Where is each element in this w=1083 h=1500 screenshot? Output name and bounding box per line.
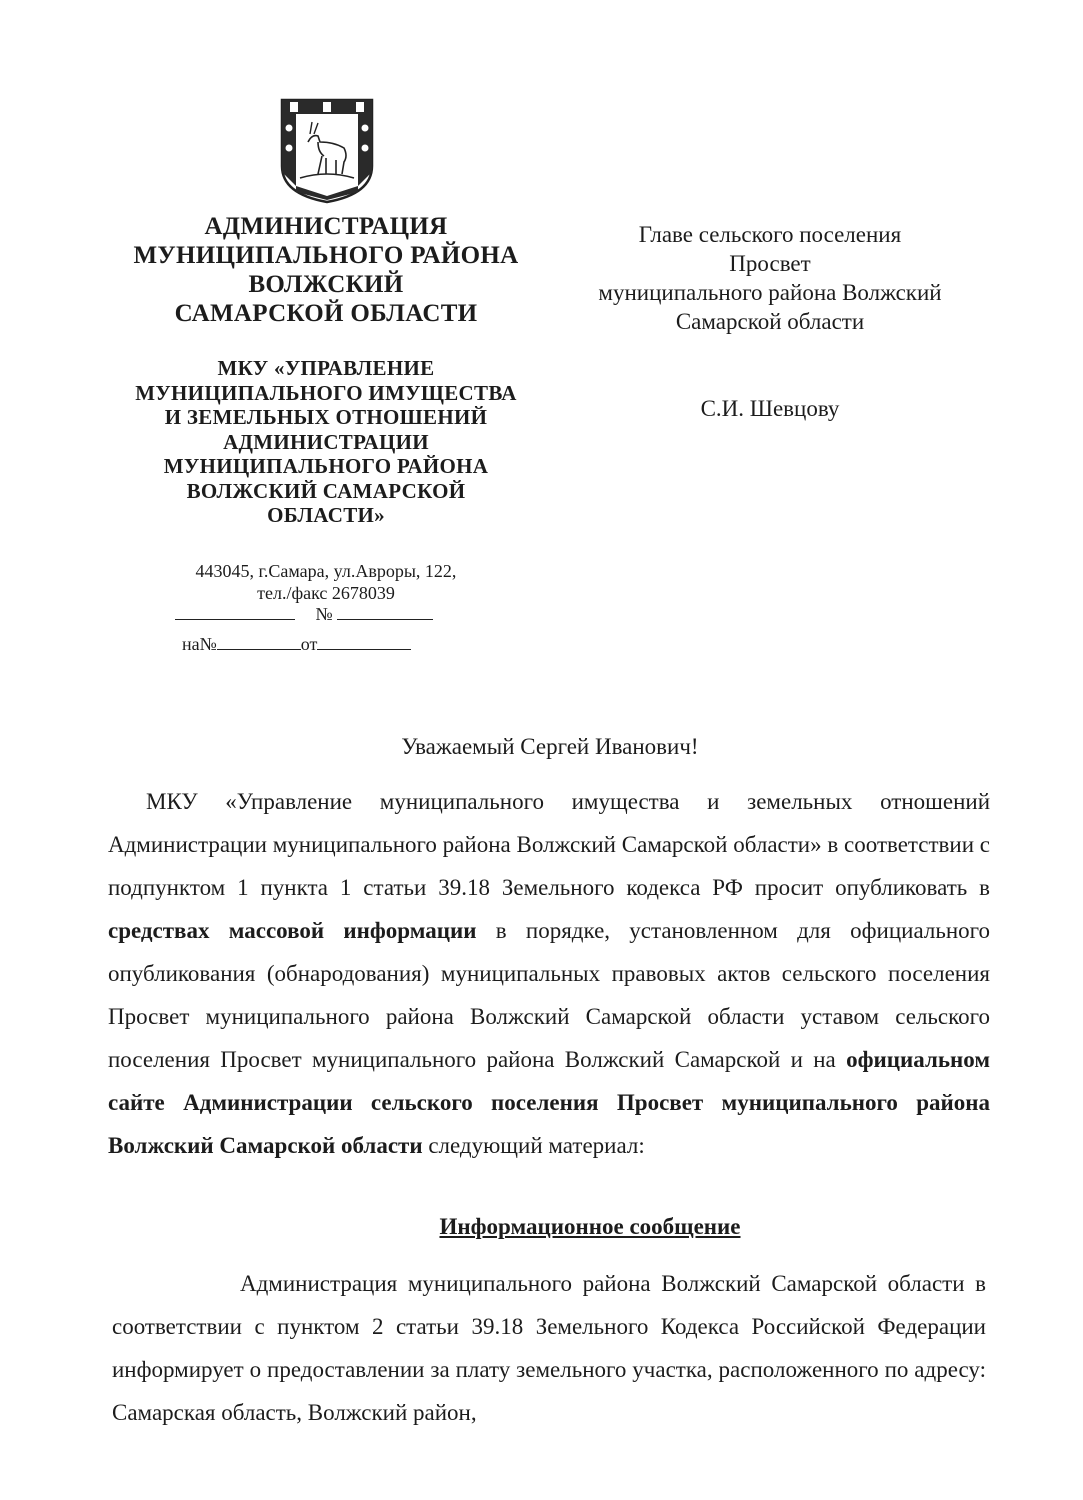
- date-blank: [175, 605, 295, 620]
- recipient-line: Самарской области: [675, 309, 865, 334]
- recipient-name: С.И. Шевцову: [700, 396, 840, 421]
- outgoing-number-line: [175, 604, 455, 625]
- phone-fax-line: тел./факс 2678039: [257, 583, 395, 603]
- dept-title-line: МУНИЦИПАЛЬНОГО РАЙОНА: [163, 454, 489, 478]
- address-line: 443045, г.Самара, ул.Авроры, 122,: [195, 561, 457, 581]
- dept-title-line: МУНИЦИПАЛЬНОГО ИМУЩЕСТВА: [135, 380, 517, 405]
- recipient-line: Просвет: [729, 251, 811, 276]
- coat-of-arms-icon: [278, 96, 376, 204]
- paragraph-text: в порядке, установленном для официального опубликования (обнародования) муниципальных правовых актов сельского поселения Просвет муниципального района Волжский Самарской области уставом сельского поселения Просвет муниципального района Волжский Самарской и на: [108, 918, 990, 1072]
- bold-official-site: официальном сайте Администрации сельского поселения Просвет муниципального района Волжский Самарской области: [108, 1047, 990, 1158]
- incoming-ref-line: [182, 634, 462, 655]
- department-title: [110, 356, 542, 528]
- request-paragraph: [108, 780, 990, 1167]
- number-blank: [337, 605, 433, 620]
- paragraph-text: следующий материал:: [422, 1133, 645, 1158]
- greeting: Уважаемый Сергей Иванович!: [401, 734, 699, 759]
- address-block: [110, 560, 542, 604]
- dept-title-line: ОБЛАСТИ»: [267, 503, 385, 527]
- section-heading: Информационное сообщение: [439, 1214, 741, 1239]
- org-title-line: ВОЛЖСКИЙ: [248, 271, 404, 298]
- org-title-line: АДМИНИСТРАЦИЯ: [204, 213, 448, 240]
- info-paragraph: Администрация муниципального района Волжский Самарской области в соответствии с пунктом 2 статьи 39.18 Земельного Кодекса Российской Федерации информирует о предоставлении за плату земельного участка, расположенного по адресу: Самарская область, Волжский район,: [112, 1271, 986, 1425]
- org-title-line: САМАРСКОЙ ОБЛАСТИ: [174, 300, 478, 327]
- dept-title-line: ВОЛЖСКИЙ САМАРСКОЙ: [186, 478, 466, 503]
- bold-mass-media: средствах массовой информации: [108, 918, 477, 943]
- org-title-line: МУНИЦИПАЛЬНОГО РАЙОНА: [133, 242, 519, 269]
- dept-title-line: АДМИНИСТРАЦИИ: [223, 429, 429, 454]
- dept-title-line: МКУ «УПРАВЛЕНИЕ: [217, 356, 435, 380]
- recipient-block: [560, 220, 980, 336]
- organization-title: [110, 212, 542, 328]
- recipient-line: Главе сельского поселения: [638, 222, 902, 247]
- ref-number-blank: [217, 635, 301, 650]
- dept-title-line: И ЗЕМЕЛЬНЫХ ОТНОШЕНИЙ: [164, 405, 488, 429]
- ref-from-label: от: [300, 634, 318, 654]
- ref-on-label: на№: [182, 634, 217, 654]
- ref-date-blank: [317, 635, 411, 650]
- paragraph-text: МКУ «Управление муниципального имущества и земельных отношений Администрации муниципального района Волжский Самарской области» в соответствии с подпунктом 1 пункта 1 статьи 39.18 Земельного кодекса РФ просит опубликовать в: [108, 789, 990, 900]
- number-sign: №: [315, 604, 333, 624]
- recipient-line: муниципального района Волжский: [598, 280, 942, 305]
